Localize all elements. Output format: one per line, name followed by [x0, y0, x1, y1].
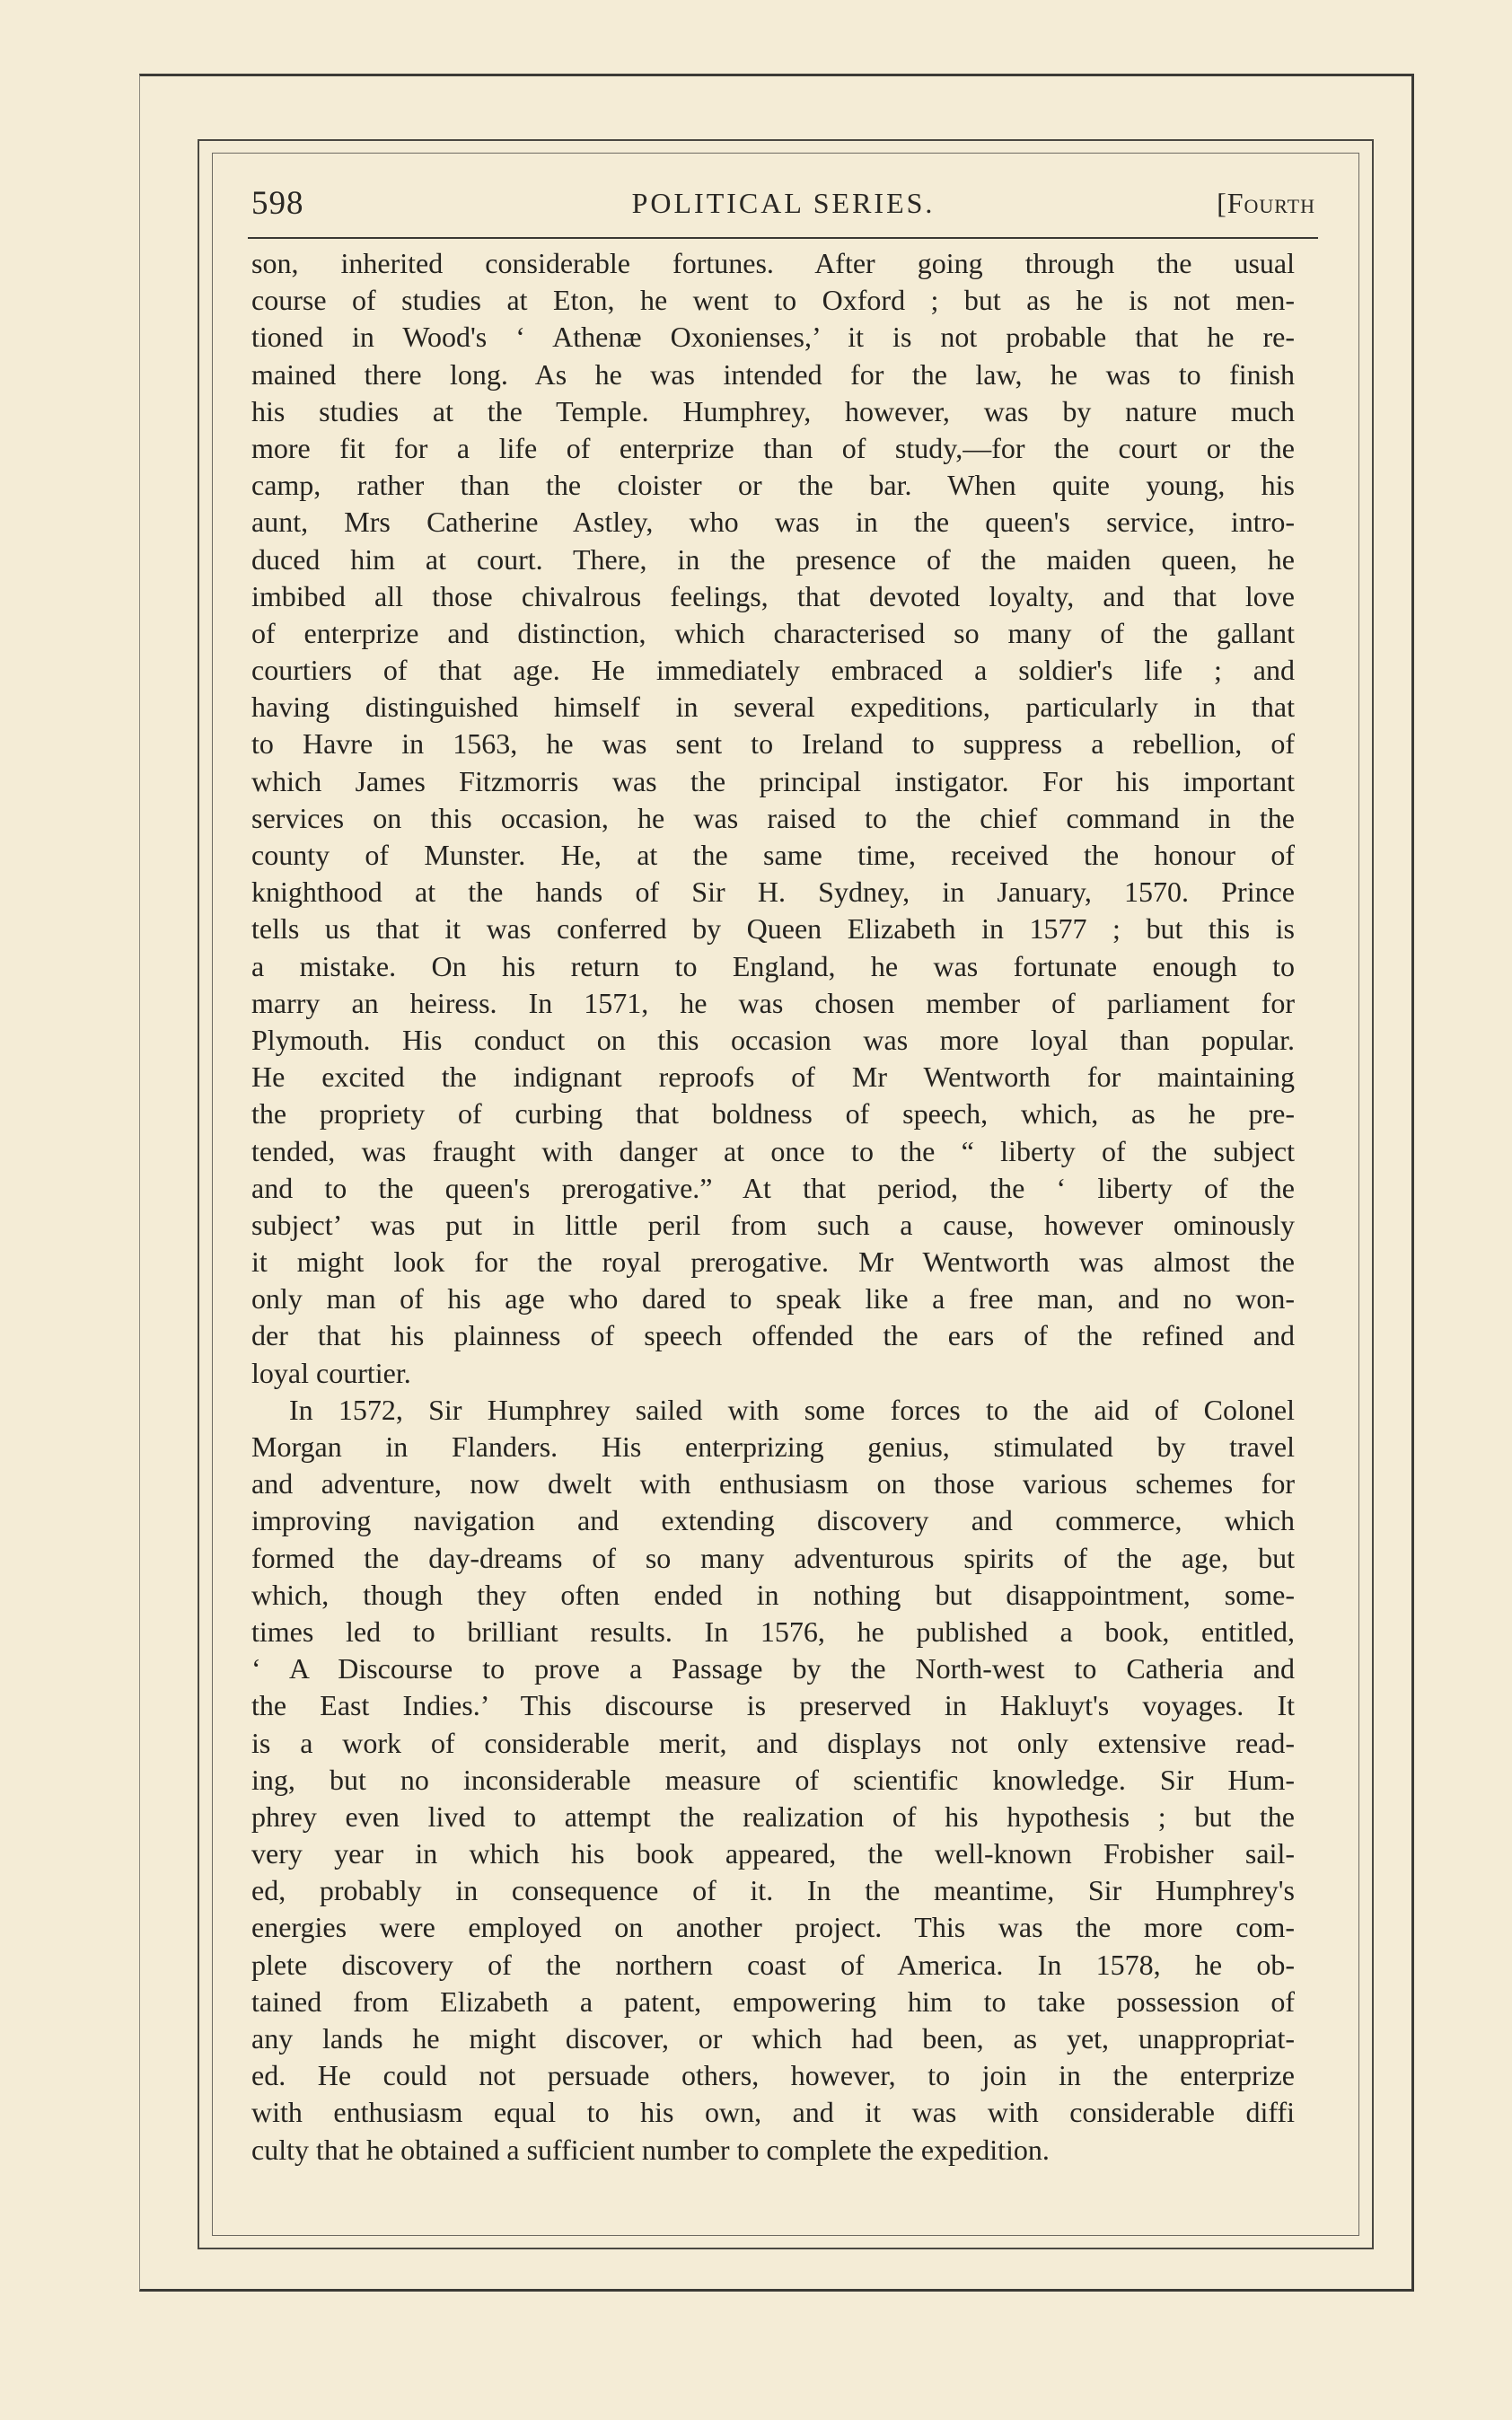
text-line: tells us that it was conferred by Queen Elizabeth in 1577 ; but this is — [251, 912, 1295, 946]
text-line: course of studies at Eton, he went to Oxford ; but as he is not men- — [251, 284, 1295, 317]
page-number: 598 — [251, 185, 304, 222]
text-line: In 1572, Sir Humphrey sailed with some forces to the aid of Colonel — [289, 1393, 1295, 1426]
text-line: his studies at the Temple. Humphrey, however, was by nature much — [251, 394, 1295, 427]
text-line: and adventure, now dwelt with enthusiasm on those various schemes for — [251, 1467, 1295, 1500]
text-line: marry an heiress. In 1571, he was chosen member of parliament for — [251, 986, 1295, 1019]
text-line: which James Fitzmorris was the principal instigator. For his important — [251, 764, 1295, 797]
section-marker: [Fourth — [1217, 187, 1315, 219]
text-line: plete discovery of the northern coast of America. In 1578, he ob- — [251, 1948, 1295, 1981]
text-line: services on this occasion, he was raised to the chief command in the — [251, 801, 1295, 834]
body-text — [251, 245, 1295, 2169]
text-line: any lands he might discover, or which had been, as yet, unappropriat- — [251, 2022, 1295, 2055]
text-line: ing, but no inconsiderable measure of scientific knowledge. Sir Hum- — [251, 1763, 1295, 1796]
text-line: der that his plainness of speech offended the ears of the refined and — [251, 1319, 1295, 1352]
text-line: camp, rather than the cloister or the bar. When quite young, his — [251, 469, 1295, 502]
text-line: courtiers of that age. He immediately embraced a soldier's life ; and — [251, 654, 1295, 687]
text-line: improving navigation and extending discovery and commerce, which — [251, 1504, 1295, 1537]
text-line: imbibed all those chivalrous feelings, that devoted loyalty, and that love — [251, 579, 1295, 612]
paragraph — [251, 245, 1295, 1392]
text-line: loyal courtier. — [251, 1356, 411, 1389]
text-line: son, inherited considerable fortunes. After going through the usual — [251, 247, 1295, 279]
text-line: ed, probably in consequence of it. In the meantime, Sir Humphrey's — [251, 1874, 1295, 1907]
text-line: Plymouth. His conduct on this occasion was more loyal than popular. — [251, 1023, 1295, 1056]
text-line: phrey even lived to attempt the realization of his hypothesis ; but the — [251, 1800, 1295, 1833]
text-line: a mistake. On his return to England, he was fortunate enough to — [251, 949, 1295, 982]
text-line: He excited the indignant reproofs of Mr Wentworth for maintaining — [251, 1060, 1295, 1094]
text-line: the East Indies.’ This discourse is preserved in Hakluyt's voyages. It — [251, 1689, 1295, 1722]
text-line: and to the queen's prerogative.” At that period, the ‘ liberty of the — [251, 1171, 1295, 1204]
text-line: very year in which his book appeared, the well-known Frobisher sail- — [251, 1837, 1295, 1870]
text-line: Morgan in Flanders. His enterprizing genius, stimulated by travel — [251, 1430, 1295, 1463]
text-line: formed the day-dreams of so many adventurous spirits of the age, but — [251, 1541, 1295, 1574]
text-line: subject’ was put in little peril from such a cause, however ominously — [251, 1208, 1295, 1241]
text-line: tended, was fraught with danger at once to the “ liberty of the subject — [251, 1134, 1295, 1167]
page-header — [251, 184, 1315, 238]
text-line: times led to brilliant results. In 1576, he published a book, entitled, — [251, 1615, 1295, 1648]
text-line: ed. He could not persuade others, however, to join in the enterprize — [251, 2059, 1295, 2092]
text-line: duced him at court. There, in the presence of the maiden queen, he — [251, 542, 1295, 576]
text-line: mained there long. As he was intended for the law, he was to finish — [251, 357, 1295, 391]
paragraph — [251, 1392, 1295, 2169]
text-line: energies were employed on another project. This was the more com- — [251, 1911, 1295, 1944]
text-line: only man of his age who dared to speak like a free man, and no won- — [251, 1282, 1295, 1316]
text-line: knighthood at the hands of Sir H. Sydney, in January, 1570. Prince — [251, 876, 1295, 909]
header-rule — [248, 237, 1318, 239]
text-line: it might look for the royal prerogative. Mr Wentworth was almost the — [251, 1245, 1295, 1279]
text-line: county of Munster. He, at the same time, received the honour of — [251, 839, 1295, 871]
running-head: POLITICAL SERIES. — [631, 187, 936, 219]
text-line: having distinguished himself in several expeditions, particularly in that — [251, 691, 1295, 724]
text-line: with enthusiasm equal to his own, and it was with considerable diffi — [251, 2096, 1295, 2129]
text-line: is a work of considerable merit, and displays not only extensive read- — [251, 1726, 1295, 1759]
text-line: tained from Elizabeth a patent, empowering him to take possession of — [251, 1984, 1295, 2018]
text-line: which, though they often ended in nothing but disappointment, some- — [251, 1578, 1295, 1611]
text-line: culty that he obtained a sufficient number to complete the expedition. — [251, 2133, 1050, 2166]
text-line: tioned in Wood's ‘ Athenæ Oxonienses,’ it is not probable that he re- — [251, 321, 1295, 354]
text-line: the propriety of curbing that boldness of speech, which, as he pre- — [251, 1097, 1295, 1131]
text-line: to Havre in 1563, he was sent to Ireland to suppress a rebellion, of — [251, 727, 1295, 761]
text-line: of enterprize and distinction, which characterised so many of the gallant — [251, 616, 1295, 649]
text-line: aunt, Mrs Catherine Astley, who was in the queen's service, intro- — [251, 506, 1295, 539]
text-line: more fit for a life of enterprize than of study,—for the court or the — [251, 431, 1295, 464]
text-line: ‘ A Discourse to prove a Passage by the North-west to Catheria and — [251, 1652, 1295, 1685]
